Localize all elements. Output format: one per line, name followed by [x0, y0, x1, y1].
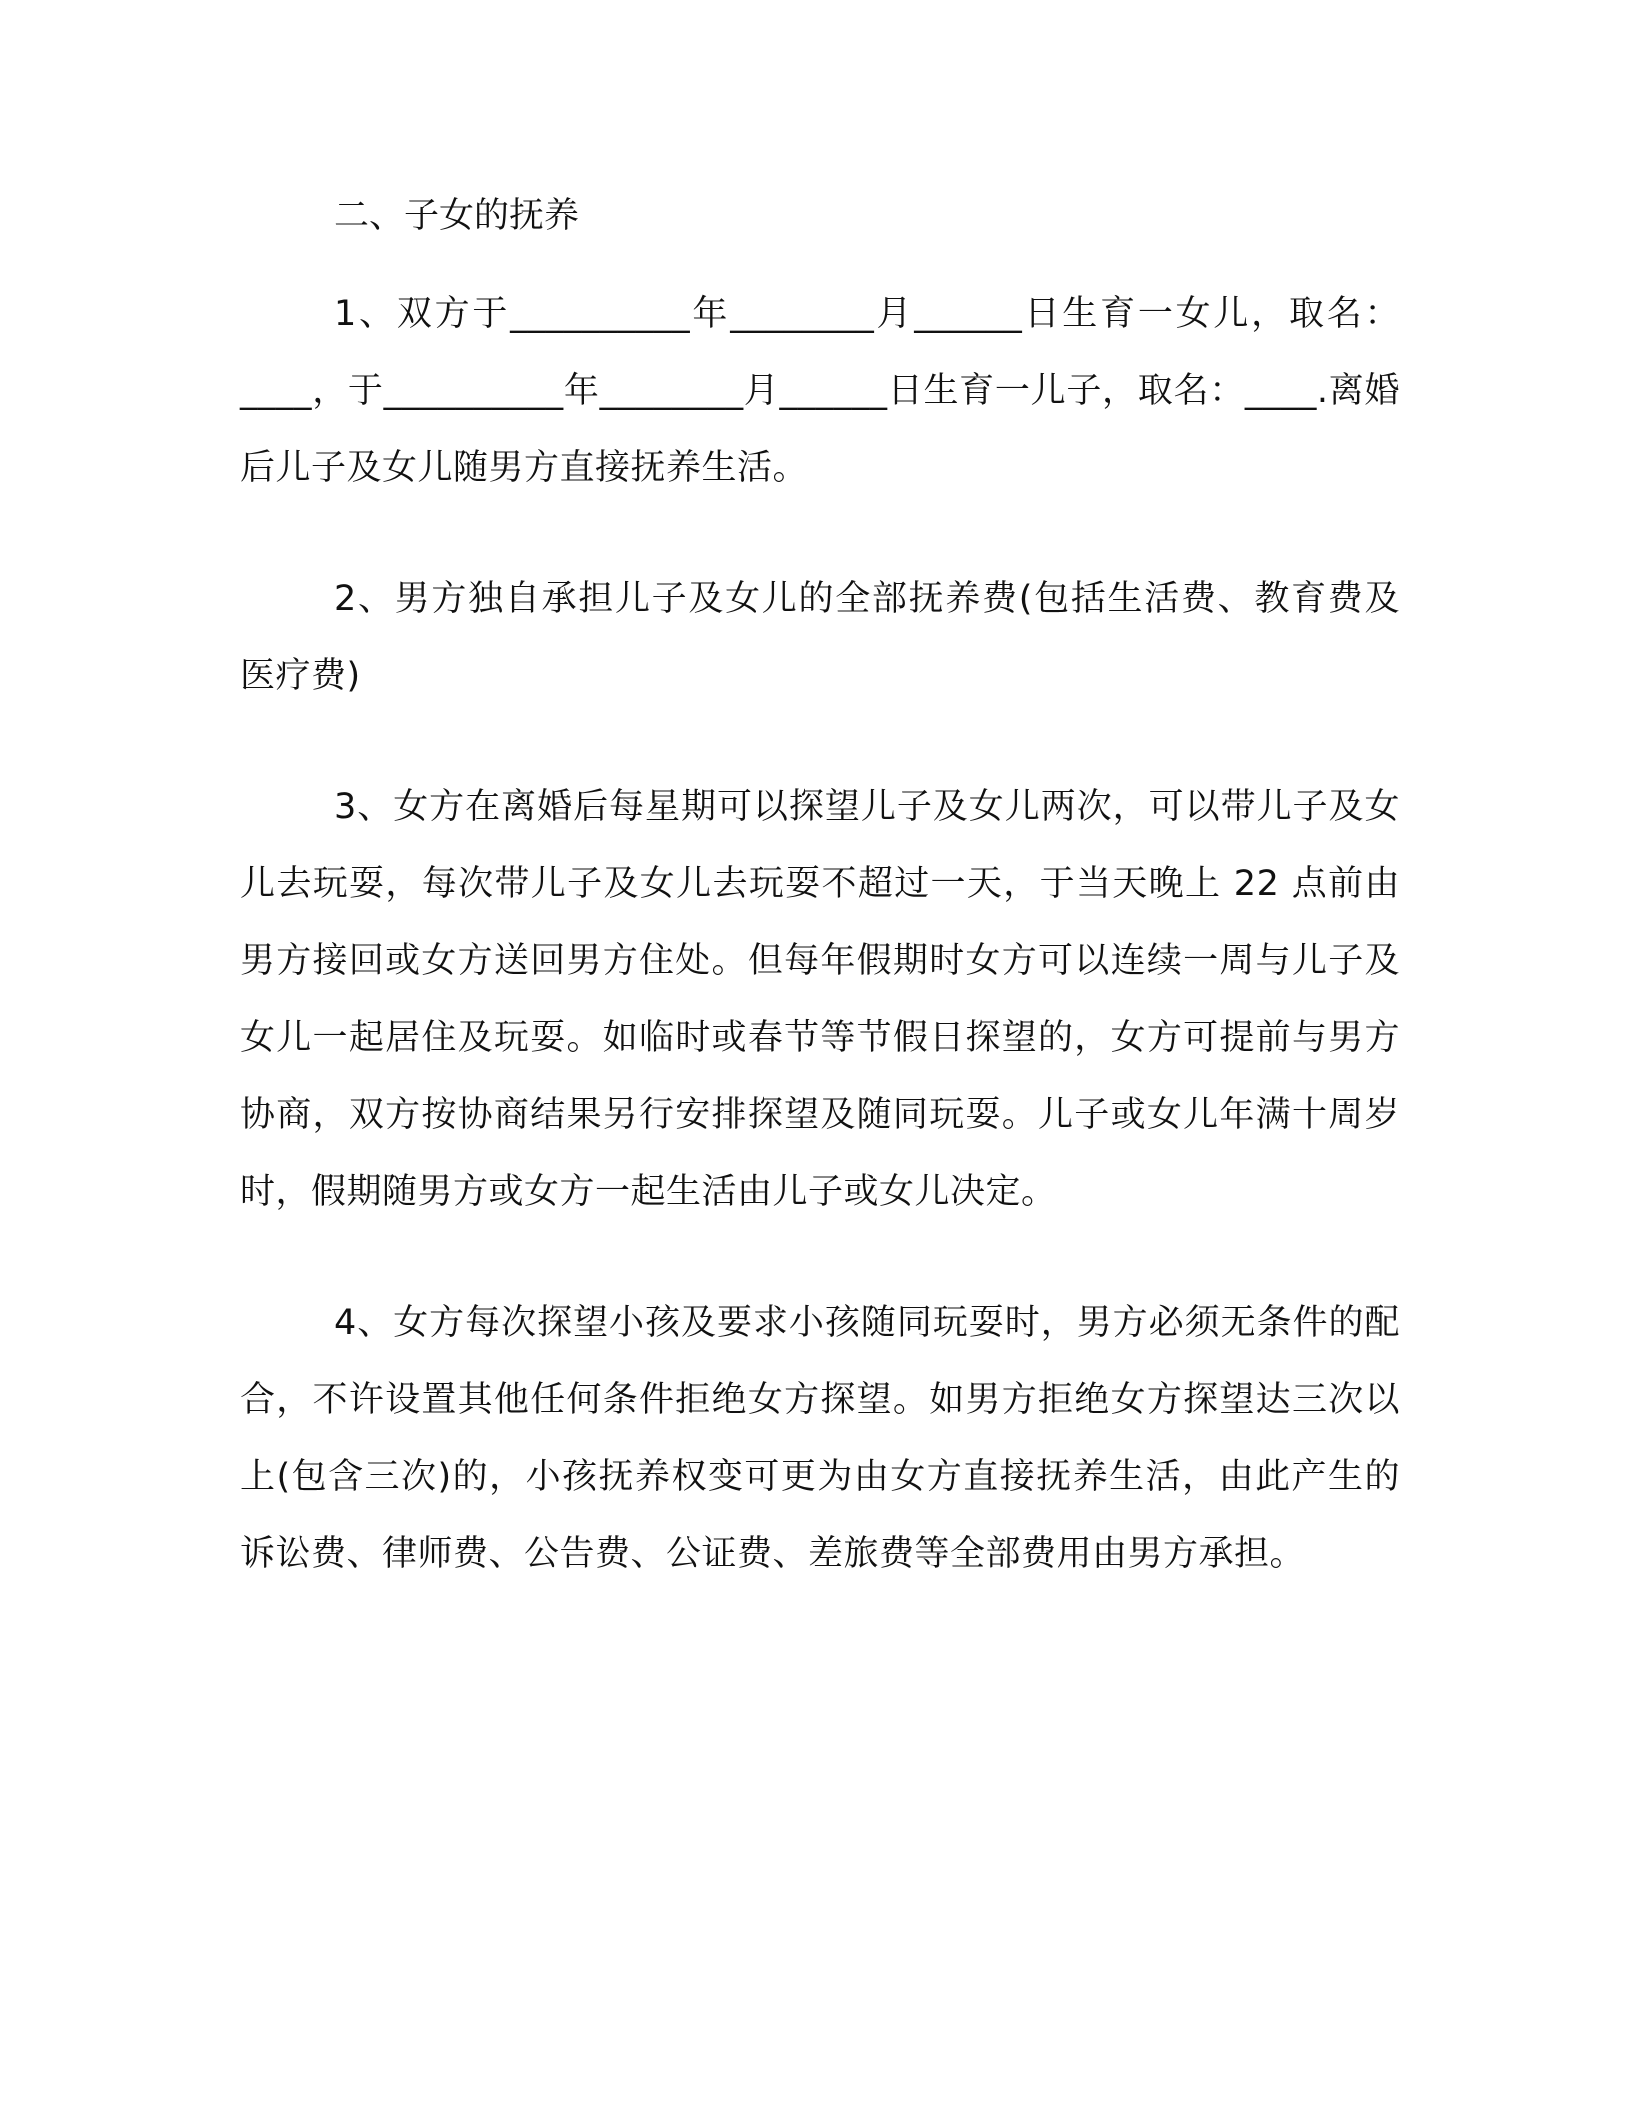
section-heading: 二、子女的抚养 [334, 196, 580, 236]
clause-4-paragraph: 4、女方每次探望小孩及要求小孩随同玩耍时，男方必须无条件的配合，不许设置其他任何条件拒绝女方探望。如男方拒绝女方探望达三次以上(包含三次)的，小孩抚养权变可更为由女方直接抚养生活，由此产生的诉讼费、律师费、公告费、公证费、差旅费等全部费用由男方承担。 [240, 1303, 1400, 1574]
document-body [240, 186, 1400, 1647]
clause-1-paragraph: 1、双方于__________年________月______日生育一女儿，取名：____，于__________年________月______日生育一儿子，取名：____.离婚后儿子及女儿随男方直接抚养生活。 [240, 294, 1400, 488]
clause-3-paragraph: 3、女方在离婚后每星期可以探望儿子及女儿两次，可以带儿子及女儿去玩耍，每次带儿子及女儿去玩耍不超过一天，于当天晚上 22 点前由男方接回或女方送回男方住处。但每年假期时女方可以连续一周与儿子及女儿一起居住及玩耍。如临时或春节等节假日探望的，女方可提前与男方协商，双方按协商结果另行安排探望及随同玩耍。儿子或女儿年满十周岁时，假期随男方或女方一起生活由儿子或女儿决定。 [240, 787, 1400, 1212]
clause-2-paragraph: 2、男方独自承担儿子及女儿的全部抚养费(包括生活费、教育费及医疗费) [240, 579, 1400, 696]
